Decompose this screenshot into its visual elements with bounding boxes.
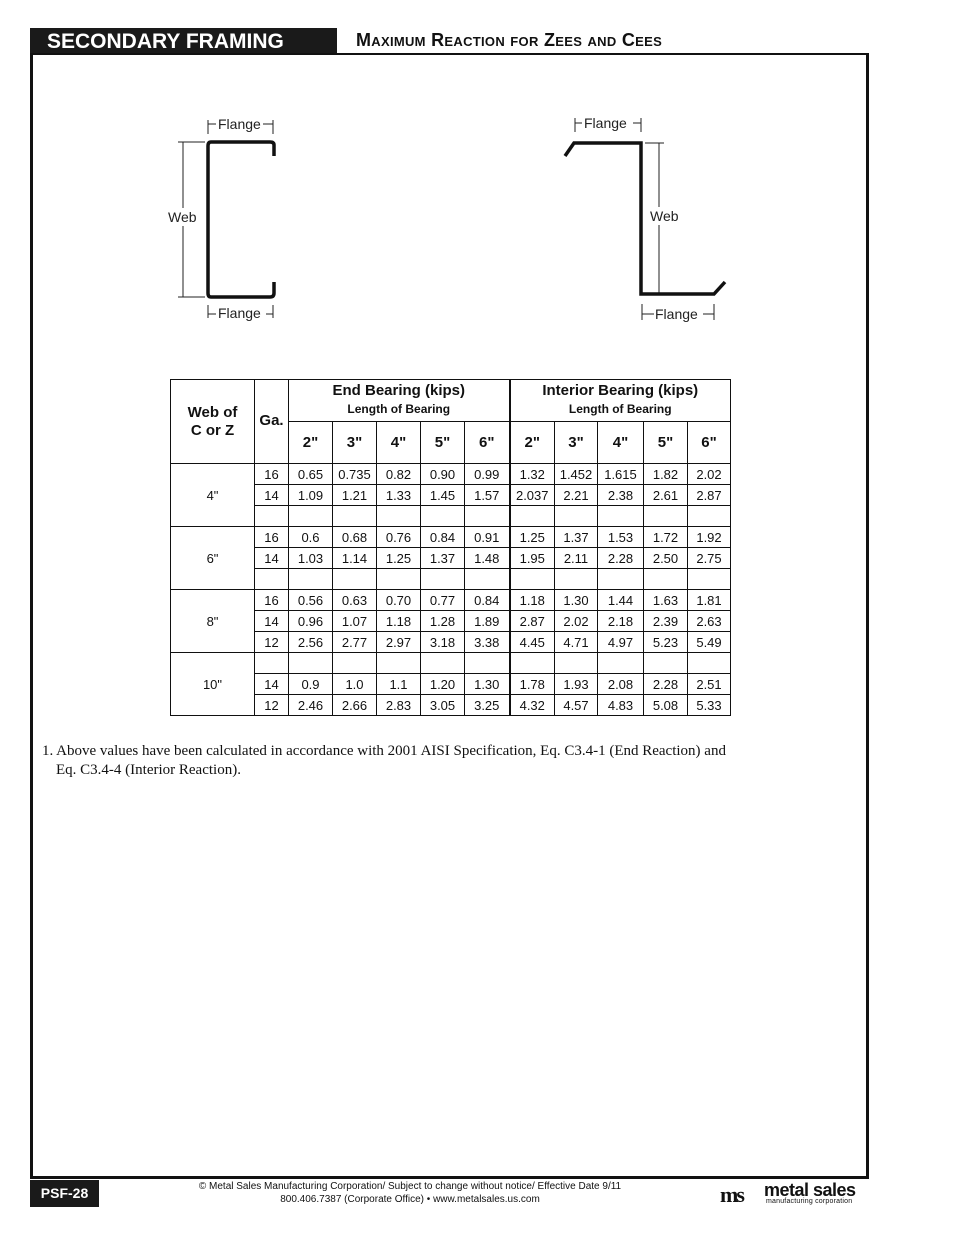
interior-bearing-value: 2.87 xyxy=(688,485,731,506)
end-bearing-value: 1.09 xyxy=(289,485,333,506)
interior-bearing-value xyxy=(598,653,644,674)
metal-sales-logo xyxy=(720,1180,870,1208)
z-section-shape xyxy=(565,143,725,294)
end-length-cell: 5" xyxy=(421,422,465,464)
end-bearing-value: 0.84 xyxy=(465,590,510,611)
table-row xyxy=(171,653,731,674)
end-bearing-value: 1.30 xyxy=(465,674,510,695)
int-length-cell: 6" xyxy=(688,422,731,464)
end-bearing-value xyxy=(333,506,377,527)
end-bearing-value: 2.66 xyxy=(333,695,377,716)
end-bearing-value: 0.6 xyxy=(289,527,333,548)
interior-bearing-header xyxy=(510,380,731,422)
interior-bearing-value: 1.44 xyxy=(598,590,644,611)
footer-copyright xyxy=(170,1180,650,1206)
col-ga-header: Ga. xyxy=(255,380,289,464)
end-bearing-value: 1.33 xyxy=(377,485,421,506)
z-web-label: Web xyxy=(650,208,679,224)
end-bearing-value xyxy=(289,653,333,674)
table-row xyxy=(171,611,731,632)
interior-bearing-value xyxy=(688,506,731,527)
interior-bearing-value: 1.78 xyxy=(510,674,555,695)
interior-bearing-value xyxy=(644,569,688,590)
gauge-cell xyxy=(255,653,289,674)
web-size-cell: 8" xyxy=(171,590,255,653)
interior-bearing-value: 2.08 xyxy=(598,674,644,695)
interior-bearing-value: 1.37 xyxy=(555,527,598,548)
page-title: Maximum Reaction for Zees and Cees xyxy=(356,30,663,50)
c-flange-bottom-label: Flange xyxy=(218,305,261,321)
web-size-cell: 10" xyxy=(171,653,255,716)
interior-bearing-value xyxy=(598,506,644,527)
interior-bearing-value xyxy=(510,653,555,674)
end-length-cell: 2" xyxy=(289,422,333,464)
interior-bearing-value: 1.18 xyxy=(510,590,555,611)
logo-mark: ms xyxy=(720,1182,743,1207)
interior-bearing-value: 5.23 xyxy=(644,632,688,653)
interior-bearing-value: 4.83 xyxy=(598,695,644,716)
section-tab: SECONDARY FRAMING xyxy=(30,28,337,55)
interior-bearing-value: 1.82 xyxy=(644,464,688,485)
gauge-cell: 14 xyxy=(255,485,289,506)
table-row xyxy=(171,485,731,506)
interior-bearing-value: 5.49 xyxy=(688,632,731,653)
table-row xyxy=(171,506,731,527)
interior-bearing-value: 4.45 xyxy=(510,632,555,653)
interior-bearing-value: 2.51 xyxy=(688,674,731,695)
end-bearing-value: 1.48 xyxy=(465,548,510,569)
interior-bearing-value xyxy=(510,569,555,590)
table-row xyxy=(171,632,731,653)
end-length-cell: 3" xyxy=(333,422,377,464)
web-size-cell: 4" xyxy=(171,464,255,527)
end-bearing-value xyxy=(465,653,510,674)
interior-bearing-value xyxy=(598,569,644,590)
end-bearing-value: 3.18 xyxy=(421,632,465,653)
end-bearing-value: 1.1 xyxy=(377,674,421,695)
end-length-cell: 4" xyxy=(377,422,421,464)
int-length-cell: 5" xyxy=(644,422,688,464)
table-row xyxy=(171,548,731,569)
end-bearing-value xyxy=(289,506,333,527)
logo-word: metal sales xyxy=(764,1180,856,1200)
z-section-diagram xyxy=(560,110,740,330)
end-bearing-header xyxy=(289,380,510,422)
interior-bearing-value: 2.02 xyxy=(688,464,731,485)
end-bearing-value: 1.18 xyxy=(377,611,421,632)
int-length-cell: 4" xyxy=(598,422,644,464)
table-header-row xyxy=(171,380,731,422)
interior-bearing-value: 2.38 xyxy=(598,485,644,506)
interior-bearing-value: 4.32 xyxy=(510,695,555,716)
footnote-line-1: 1. Above values have been calculated in accordance with 2001 AISI Specification, Eq. C3.4-1 (End Reaction) and xyxy=(42,743,726,759)
interior-bearing-value: 2.11 xyxy=(555,548,598,569)
end-bearing-label: End Bearing (kips) xyxy=(332,382,466,399)
interior-bearing-value: 1.25 xyxy=(510,527,555,548)
gauge-cell: 16 xyxy=(255,527,289,548)
interior-bearing-value: 1.53 xyxy=(598,527,644,548)
end-bearing-value: 1.28 xyxy=(421,611,465,632)
interior-bearing-value xyxy=(510,506,555,527)
end-bearing-value: 1.25 xyxy=(377,548,421,569)
interior-bearing-value: 1.452 xyxy=(555,464,598,485)
end-length-cell: 6" xyxy=(465,422,510,464)
end-bearing-value: 0.56 xyxy=(289,590,333,611)
page-number: PSF-28 xyxy=(30,1180,99,1207)
interior-bearing-value: 1.92 xyxy=(688,527,731,548)
end-bearing-value: 0.77 xyxy=(421,590,465,611)
table-row xyxy=(171,590,731,611)
end-bearing-value: 1.37 xyxy=(421,548,465,569)
interior-bearing-value: 2.75 xyxy=(688,548,731,569)
end-bearing-value: 2.46 xyxy=(289,695,333,716)
gauge-cell: 14 xyxy=(255,548,289,569)
interior-bearing-value: 2.21 xyxy=(555,485,598,506)
interior-bearing-value xyxy=(688,569,731,590)
interior-bearing-value: 2.28 xyxy=(598,548,644,569)
table-row xyxy=(171,695,731,716)
interior-bearing-value: 4.57 xyxy=(555,695,598,716)
c-section-shape xyxy=(208,142,274,297)
end-bearing-value: 0.82 xyxy=(377,464,421,485)
web-size-cell: 6" xyxy=(171,527,255,590)
end-bearing-value: 3.38 xyxy=(465,632,510,653)
end-bearing-value: 0.91 xyxy=(465,527,510,548)
footnote-line-2: Eq. C3.4-4 (Interior Reaction). xyxy=(56,762,241,778)
int-length-cell: 3" xyxy=(555,422,598,464)
interior-bearing-value: 2.28 xyxy=(644,674,688,695)
end-bearing-value: 0.65 xyxy=(289,464,333,485)
end-bearing-value: 1.89 xyxy=(465,611,510,632)
end-bearing-value: 0.84 xyxy=(421,527,465,548)
end-bearing-value xyxy=(465,506,510,527)
contact-line: 800.406.7387 (Corporate Office) • www.metalsales.us.com xyxy=(280,1194,540,1205)
end-bearing-value: 0.63 xyxy=(333,590,377,611)
interior-bearing-value xyxy=(644,506,688,527)
interior-bearing-value: 1.63 xyxy=(644,590,688,611)
end-bearing-value: 1.0 xyxy=(333,674,377,695)
interior-bearing-value: 2.18 xyxy=(598,611,644,632)
interior-bearing-value: 1.615 xyxy=(598,464,644,485)
interior-bearing-value: 5.33 xyxy=(688,695,731,716)
interior-bearing-value: 2.87 xyxy=(510,611,555,632)
col-web-header xyxy=(171,380,255,464)
table-row xyxy=(171,464,731,485)
interior-bearing-value: 1.30 xyxy=(555,590,598,611)
c-web-label: Web xyxy=(168,209,197,225)
gauge-cell: 14 xyxy=(255,674,289,695)
interior-bearing-value: 2.61 xyxy=(644,485,688,506)
interior-bearing-label: Interior Bearing (kips) xyxy=(542,382,699,399)
interior-bearing-value xyxy=(555,506,598,527)
end-bearing-value xyxy=(289,569,333,590)
end-bearing-value: 1.03 xyxy=(289,548,333,569)
end-bearing-value: 0.68 xyxy=(333,527,377,548)
end-bearing-value xyxy=(421,569,465,590)
z-flange-bottom-label: Flange xyxy=(655,306,698,322)
interior-bearing-value: 1.95 xyxy=(510,548,555,569)
gauge-cell: 12 xyxy=(255,632,289,653)
gauge-cell: 14 xyxy=(255,611,289,632)
end-bearing-value: 3.25 xyxy=(465,695,510,716)
interior-bearing-value: 4.97 xyxy=(598,632,644,653)
end-bearing-value: 2.56 xyxy=(289,632,333,653)
end-length-label: Length of Bearing xyxy=(347,402,451,416)
gauge-cell: 16 xyxy=(255,464,289,485)
interior-bearing-value xyxy=(555,569,598,590)
end-bearing-value: 1.07 xyxy=(333,611,377,632)
interior-bearing-value: 1.72 xyxy=(644,527,688,548)
z-flange-top-label: Flange xyxy=(584,115,627,131)
end-bearing-value xyxy=(377,506,421,527)
interior-bearing-value: 2.63 xyxy=(688,611,731,632)
interior-bearing-value xyxy=(555,653,598,674)
end-bearing-value: 0.99 xyxy=(465,464,510,485)
copyright-line: © Metal Sales Manufacturing Corporation/ Subject to change without notice/ Effective Date 9/11 xyxy=(198,1181,622,1192)
end-bearing-value: 1.57 xyxy=(465,485,510,506)
end-bearing-value xyxy=(333,653,377,674)
gauge-cell xyxy=(255,569,289,590)
footnote xyxy=(42,742,762,780)
end-bearing-value: 0.735 xyxy=(333,464,377,485)
interior-bearing-value: 1.81 xyxy=(688,590,731,611)
logo-sub: manufacturing corporation xyxy=(766,1198,853,1205)
interior-bearing-value: 1.93 xyxy=(555,674,598,695)
end-bearing-value: 3.05 xyxy=(421,695,465,716)
gauge-cell xyxy=(255,506,289,527)
table-row xyxy=(171,674,731,695)
end-bearing-value: 0.9 xyxy=(289,674,333,695)
end-bearing-value xyxy=(421,653,465,674)
interior-bearing-value: 1.32 xyxy=(510,464,555,485)
table-row xyxy=(171,527,731,548)
c-flange-top-label: Flange xyxy=(218,116,261,132)
end-bearing-value xyxy=(377,653,421,674)
reaction-table xyxy=(170,379,731,716)
end-bearing-value: 1.14 xyxy=(333,548,377,569)
col-web-label: Web of C or Z xyxy=(187,403,238,439)
interior-bearing-value xyxy=(644,653,688,674)
interior-bearing-value: 2.50 xyxy=(644,548,688,569)
end-bearing-value xyxy=(377,569,421,590)
end-bearing-value: 0.90 xyxy=(421,464,465,485)
end-bearing-value: 2.77 xyxy=(333,632,377,653)
interior-bearing-value: 2.39 xyxy=(644,611,688,632)
end-bearing-value: 0.70 xyxy=(377,590,421,611)
interior-bearing-value: 2.02 xyxy=(555,611,598,632)
gauge-cell: 12 xyxy=(255,695,289,716)
end-bearing-value xyxy=(333,569,377,590)
table-row xyxy=(171,569,731,590)
end-bearing-value: 1.21 xyxy=(333,485,377,506)
int-length-cell: 2" xyxy=(510,422,555,464)
interior-length-label: Length of Bearing xyxy=(568,402,672,416)
interior-bearing-value xyxy=(688,653,731,674)
end-bearing-value: 2.97 xyxy=(377,632,421,653)
end-bearing-value: 2.83 xyxy=(377,695,421,716)
interior-bearing-value: 4.71 xyxy=(555,632,598,653)
end-bearing-value: 1.45 xyxy=(421,485,465,506)
interior-bearing-value: 2.037 xyxy=(510,485,555,506)
end-bearing-value xyxy=(421,506,465,527)
end-bearing-value: 1.20 xyxy=(421,674,465,695)
end-bearing-value: 0.76 xyxy=(377,527,421,548)
end-bearing-value: 0.96 xyxy=(289,611,333,632)
gauge-cell: 16 xyxy=(255,590,289,611)
end-bearing-value xyxy=(465,569,510,590)
c-section-diagram xyxy=(160,110,290,330)
interior-bearing-value: 5.08 xyxy=(644,695,688,716)
